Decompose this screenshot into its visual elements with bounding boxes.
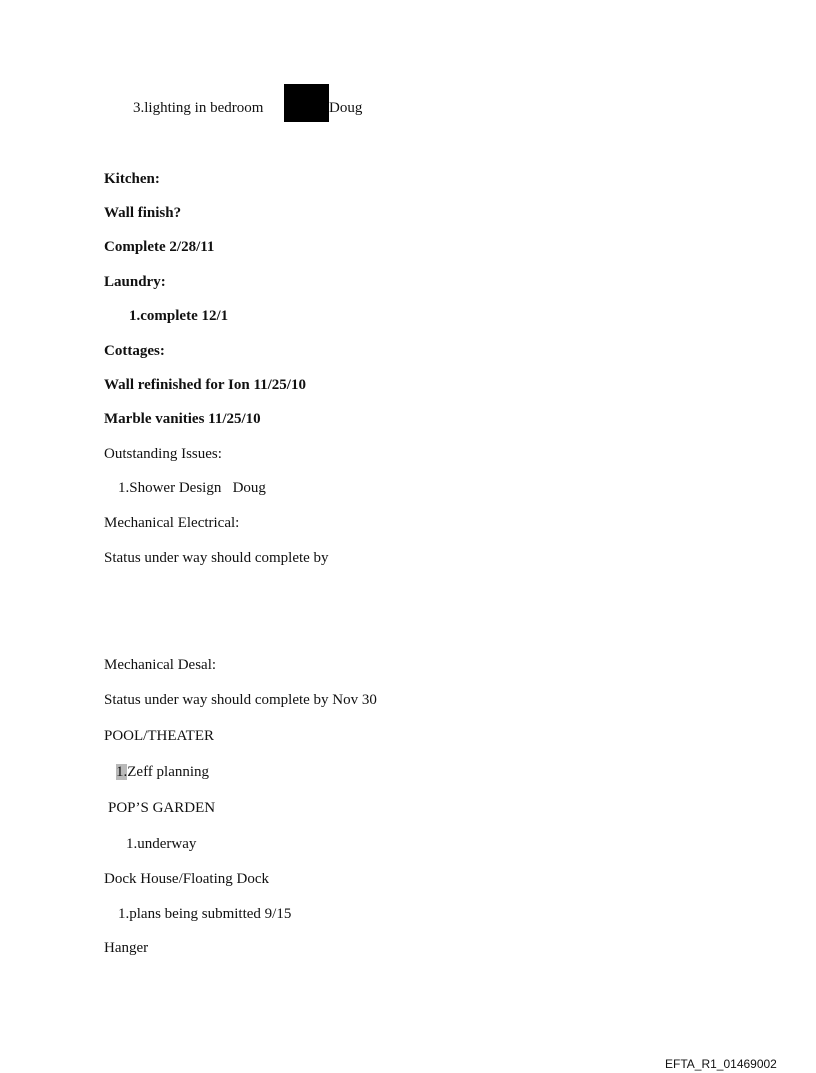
heading-hanger: Hanger [104,940,149,956]
outstanding-issues: Outstanding Issues: [104,446,222,462]
heading-dock-house: Dock House/Floating Dock [104,871,269,887]
heading-mech-electrical: Mechanical Electrical: [104,515,240,531]
status-desal: Status under way should complete by Nov 30 [104,692,377,708]
heading-mech-desal: Mechanical Desal: [104,657,217,673]
wall-refinished: Wall refinished for Ion 11/25/10 [104,377,306,393]
redaction-box [284,84,329,122]
highlighted-number: 1. [116,764,128,780]
lighting-text: 3.lighting in bedroom [133,100,264,116]
heading-pops-garden: POP’S GARDEN [108,800,216,816]
wall-finish: Wall finish? [104,205,182,221]
marble-vanities: Marble vanities 11/25/10 [104,411,261,427]
shower-design: 1.Shower Design Doug [118,480,266,496]
heading-pool-theater: POOL/THEATER [104,728,214,744]
lighting-owner: Doug [329,100,363,116]
heading-kitchen: Kitchen: [104,171,160,187]
heading-cottages: Cottages: [104,343,165,359]
complete-date: Complete 2/28/11 [104,239,215,255]
laundry-item: 1.complete 12/1 [129,308,229,324]
pool-item [116,763,209,781]
document-id: EFTA_R1_01469002 [665,1057,777,1071]
lighting-item [133,99,263,117]
status-electrical: Status under way should complete by [104,550,329,566]
pool-item-text: Zeff planning [127,764,210,780]
dock-item: 1.plans being submitted 9/15 [118,906,292,922]
heading-laundry: Laundry: [104,274,166,290]
garden-item: 1.underway [126,836,197,852]
